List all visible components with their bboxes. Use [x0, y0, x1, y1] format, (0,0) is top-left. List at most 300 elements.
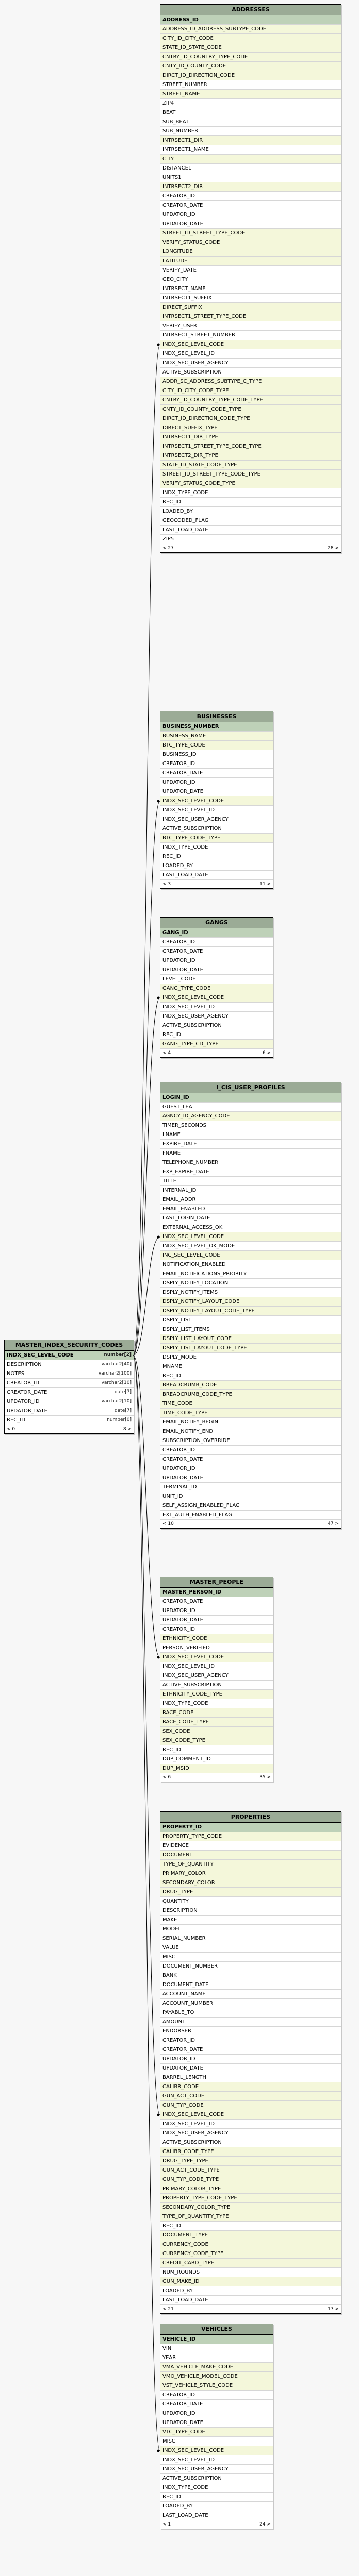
column-name: DSPLY_LIST_LAYOUT_CODE_TYPE [162, 1345, 247, 1351]
column [160, 99, 341, 108]
relationship-endpoint [157, 2114, 160, 2116]
foreign-key-column [160, 2240, 341, 2249]
foreign-key-column [160, 732, 273, 741]
column-name: GUN_ACT_CODE [162, 2093, 205, 2099]
column-name: INDX_TYPE_CODE [162, 844, 208, 850]
column [160, 1492, 341, 1501]
column-name: DSPLY_LIST_LAYOUT_CODE [162, 1336, 232, 1342]
foreign-key-column [160, 2082, 341, 2092]
foreign-key-column [160, 1860, 341, 1869]
column-name: INTRSECT1_STREET_TYPE_CODE [162, 314, 247, 319]
column-name: UPDATOR_DATE [162, 789, 203, 794]
column-name: VEHICLE_ID [162, 2336, 196, 2342]
column-name: DOCUMENT_NUMBER [162, 1963, 218, 1969]
column-name: REC_ID [7, 1417, 25, 1423]
entity-relationship-counts [5, 1425, 134, 1433]
column-type: date[7] [114, 1389, 132, 1395]
foreign-key-column [160, 62, 341, 71]
column-name: EXT_AUTH_ENABLED_FLAG [162, 1512, 232, 1518]
column-name: ZIP4 [162, 100, 174, 106]
column-name: DIRCT_ID_DIRECTION_CODE [162, 73, 235, 78]
foreign-key-column [160, 984, 273, 993]
column-name: CURRENCY_CODE [162, 2242, 208, 2247]
foreign-key-column [160, 2101, 341, 2110]
entity-title[interactable]: I_CIS_USER_PROFILES [160, 1082, 341, 1093]
column-name: LOGIN_ID [162, 1095, 189, 1100]
column [160, 2129, 341, 2138]
column-name: VMO_VEHICLE_MODEL_CODE [162, 2374, 238, 2379]
column [160, 2222, 341, 2231]
column-name: REC_ID [162, 2223, 181, 2229]
column-name: UPDATOR_ID [162, 1608, 195, 1614]
foreign-key-column [160, 442, 341, 451]
column-name: INTRSECT1_NAME [162, 147, 209, 152]
column-name: CREATOR_DATE [162, 770, 203, 776]
column [5, 1406, 134, 1416]
column-name: INDX_SEC_LEVEL_CODE [162, 2448, 224, 2453]
column-type: varchar2[10] [101, 1380, 132, 1385]
entity-master-people[interactable] [160, 1577, 273, 1782]
foreign-key-column [160, 53, 341, 62]
column [160, 1223, 341, 1232]
column-name: RACE_CODE_TYPE [162, 1719, 209, 1725]
column-name: EMAIL_NOTIFY_END [162, 1429, 214, 1434]
column-name: EXP_EXPIRE_DATE [162, 1169, 209, 1175]
column-name: CREATOR_DATE [162, 1456, 203, 1462]
foreign-key-column [160, 1344, 341, 1353]
column-name: INDX_SEC_USER_AGENCY [162, 360, 229, 366]
column [160, 806, 273, 815]
column [160, 2400, 273, 2409]
entity-relationship-counts [160, 1520, 341, 1528]
column-name: INDX_SEC_LEVEL_ID [162, 2457, 215, 2463]
column [160, 331, 341, 340]
foreign-key-column [160, 2157, 341, 2166]
column [160, 2064, 341, 2073]
entity-properties[interactable] [160, 1811, 341, 2314]
column [160, 2437, 273, 2446]
column-name: LAST_LOAD_DATE [162, 527, 208, 533]
column-name: INDX_TYPE_CODE [162, 2485, 208, 2490]
primary-key-column [160, 722, 273, 732]
column [5, 1360, 134, 1369]
column-name: LATITUDE [162, 258, 188, 264]
foreign-key-column [160, 1690, 273, 1699]
foreign-key-column [160, 1251, 341, 1260]
entity-relationship-counts [160, 2520, 273, 2529]
column [160, 1662, 273, 1671]
column [160, 1934, 341, 1943]
column [5, 1388, 134, 1397]
foreign-key-column [160, 2363, 273, 2372]
parent-count: < 1 [162, 2522, 171, 2527]
column-name: CREATOR_ID [7, 1380, 39, 1386]
column-name: VST_VEHICLE_STYLE_CODE [162, 2383, 233, 2388]
foreign-key-column [160, 396, 341, 405]
column [160, 2483, 273, 2493]
column-name: DIRCT_ID_DIRECTION_CODE_TYPE [162, 416, 250, 421]
column [160, 1597, 273, 1606]
foreign-key-column [160, 1878, 341, 1888]
column-name: SERIAL_NUMBER [162, 1936, 206, 1941]
column-name: UPDATOR_ID [162, 2056, 195, 2062]
entity-title[interactable]: ADDRESSES [160, 5, 341, 15]
column-name: INDX_SEC_LEVEL_CODE [162, 995, 224, 1001]
column [160, 2073, 341, 2082]
foreign-key-column [160, 25, 341, 34]
parent-count: < 21 [162, 2307, 174, 2312]
foreign-key-column [160, 2110, 341, 2120]
column-name: ACTIVE_SUBSCRIPTION [162, 826, 222, 832]
column-name: TIME_CODE [162, 1401, 192, 1406]
entity-title[interactable]: GANGS [160, 918, 273, 928]
column-name: UPDATOR_DATE [7, 1408, 47, 1414]
entity-addresses[interactable] [160, 4, 341, 553]
relationship-line [133, 998, 160, 1355]
column [160, 1186, 341, 1195]
column [160, 852, 273, 861]
foreign-key-column [160, 1736, 273, 1745]
column [5, 1379, 134, 1388]
column-type: varchar2[100] [98, 1371, 132, 1376]
column [160, 1916, 341, 1925]
column [160, 778, 273, 787]
column-name: INDX_SEC_LEVEL_CODE [162, 798, 224, 804]
column-name: INC_SEC_LEVEL_CODE [162, 1252, 220, 1258]
column [160, 1149, 341, 1158]
column-name: INTRSECT2_DIR_TYPE [162, 453, 218, 459]
column [160, 2391, 273, 2400]
foreign-key-column [160, 2166, 341, 2175]
column-name: INDX_SEC_LEVEL_CODE [162, 1654, 224, 1660]
entity-businesses[interactable] [160, 711, 273, 889]
column-name: DIRECT_SUFFIX [162, 304, 202, 310]
foreign-key-column [160, 1381, 341, 1390]
column-name: ETHNICITY_CODE_TYPE [162, 1691, 222, 1697]
foreign-key-column [160, 1888, 341, 1897]
column [160, 2268, 341, 2277]
column-name: EVIDENCE [162, 1843, 189, 1849]
column-name: INTRSECT_STREET_NUMBER [162, 332, 235, 338]
column-name: GANG_TYPE_CODE [162, 986, 211, 991]
column [160, 1446, 341, 1455]
column-name: SECONDARY_COLOR [162, 1880, 215, 1886]
column-name: GUN_TYP_CODE [162, 2103, 204, 2108]
column-name: PERSON_VERIFIED [162, 1645, 210, 1651]
column-name: BARREL_LENGTH [162, 2075, 206, 2080]
column [160, 1214, 341, 1223]
column-name: SUB_BEAT [162, 119, 189, 125]
column-name: INDX_SEC_LEVEL_CODE [162, 342, 224, 347]
column-name: NOTIFICATION_ENABLED [162, 1262, 226, 1267]
parent-count: < 0 [7, 1427, 15, 1432]
column-name: INDX_SEC_USER_AGENCY [162, 1673, 229, 1679]
column-name: CREATOR_ID [162, 1447, 195, 1453]
column-name: ADDRESS_ID_ADDRESS_SUBTYPE_CODE [162, 26, 267, 32]
foreign-key-column [160, 1307, 341, 1316]
column [160, 80, 341, 90]
column-name: ACTIVE_SUBSCRIPTION [162, 369, 222, 375]
foreign-key-column [160, 470, 341, 479]
foreign-key-column [160, 1297, 341, 1307]
foreign-key-column [160, 247, 341, 257]
column-name: SUBSCRIPTION_OVERRIDE [162, 1438, 230, 1444]
column [160, 1943, 341, 1953]
column [160, 1242, 341, 1251]
column-name: VERIFY_USER [162, 323, 197, 329]
foreign-key-column [160, 2147, 341, 2157]
column-name: INDX_TYPE_CODE [162, 1701, 208, 1706]
column-name: INDX_TYPE_CODE [162, 490, 208, 496]
column-name: DSPLY_NOTIFY_ITEMS [162, 1290, 218, 1295]
column-name: REC_ID [162, 1373, 181, 1379]
column [160, 2036, 341, 2045]
column [160, 164, 341, 173]
primary-key-column [160, 1588, 273, 1597]
column-name: AGNCY_ID_AGENCY_CODE [162, 1113, 230, 1119]
entity-relationship-counts [160, 544, 341, 552]
column [160, 219, 341, 229]
column-name: INDX_SEC_LEVEL_ID [162, 807, 215, 813]
column [160, 1436, 341, 1446]
column [160, 1288, 341, 1297]
column-name: SEX_CODE_TYPE [162, 1738, 205, 1743]
column-name: CREATOR_DATE [162, 202, 203, 208]
column [160, 1606, 273, 1616]
column-name: DSPLY_LIST_ITEMS [162, 1327, 210, 1332]
column [160, 1841, 341, 1851]
column-name: PROPERTY_TYPE_CODE_TYPE [162, 2195, 237, 2201]
column [5, 1397, 134, 1406]
foreign-key-column [160, 1764, 273, 1773]
column-name: GUEST_LEA [162, 1104, 192, 1110]
column-name: INDX_SEC_LEVEL_ID [162, 1664, 215, 1669]
primary-key-column [160, 928, 273, 938]
column-name: CREATOR_ID [162, 1626, 195, 1632]
column [160, 2027, 341, 2036]
column-name: BANK [162, 1973, 177, 1978]
relationship-line [133, 345, 160, 1355]
foreign-key-column [160, 2259, 341, 2268]
column-name: LOADED_BY [162, 863, 193, 869]
column-name: DRUG_TYPE [162, 1889, 193, 1895]
column [160, 2474, 273, 2483]
column-name: CREATOR_DATE [162, 948, 203, 954]
foreign-key-column [160, 71, 341, 80]
column-name: INDX_SEC_USER_AGENCY [162, 2466, 229, 2472]
column [160, 1681, 273, 1690]
column-name: LNAME [162, 1132, 181, 1138]
column-name: MODEL [162, 1926, 182, 1932]
foreign-key-column [160, 451, 341, 461]
parent-count: < 4 [162, 1050, 171, 1056]
column-name: ACTIVE_SUBSCRIPTION [162, 2476, 222, 2481]
column-name: CREDIT_CARD_TYPE [162, 2260, 215, 2266]
column-name: UPDATOR_DATE [162, 1617, 203, 1623]
entity-title[interactable]: MASTER_PEOPLE [160, 1577, 273, 1588]
parent-count: < 6 [162, 1775, 171, 1780]
foreign-key-column [160, 1112, 341, 1121]
foreign-key-column [160, 2428, 273, 2437]
column-name: INTRSECT1_DIR [162, 138, 203, 143]
column-name: DSPLY_NOTIFY_LOCATION [162, 1280, 229, 1286]
column-name: CURRENCY_CODE_TYPE [162, 2251, 224, 2257]
column-name: GANG_ID [162, 930, 188, 936]
column-name: PROPERTY_ID [162, 1824, 202, 1830]
column-name: DISTANCE1 [162, 165, 192, 171]
column-name: DOCUMENT_DATE [162, 1982, 209, 1988]
foreign-key-column [160, 1851, 341, 1860]
column [160, 965, 273, 975]
column-name: ACTIVE_SUBSCRIPTION [162, 2140, 222, 2145]
column [160, 2296, 341, 2305]
column [160, 2465, 273, 2474]
column-name: CREATOR_DATE [7, 1389, 47, 1395]
column-name: BUSINESS_NAME [162, 733, 206, 739]
column [160, 769, 273, 778]
column-name: INDX_SEC_LEVEL_ID [162, 2121, 215, 2127]
column-name: LAST_LOGIN_DATE [162, 1215, 210, 1221]
column [160, 1971, 341, 1980]
entity-master-index-security-codes[interactable] [4, 1340, 134, 1434]
column [160, 173, 341, 182]
column-name: ACCOUNT_NUMBER [162, 2001, 213, 2006]
column [160, 498, 341, 507]
column-name: TELEPHONE_NUMBER [162, 1160, 219, 1165]
column [160, 2409, 273, 2418]
column-name: GUN_MAKE_ID [162, 2279, 200, 2284]
foreign-key-column [160, 2372, 273, 2381]
column-name: NOTES [7, 1371, 25, 1377]
column [160, 1158, 341, 1167]
column [160, 1269, 341, 1279]
column [160, 2511, 273, 2520]
column-name: VERIFY_STATUS_CODE_TYPE [162, 481, 235, 486]
column-name: DSPLY_NOTIFY_LAYOUT_CODE_TYPE [162, 1308, 255, 1314]
column [160, 1279, 341, 1288]
column [160, 843, 273, 852]
column [160, 1473, 341, 1483]
column-name: CREATOR_DATE [162, 1599, 203, 1604]
column-name: CREATOR_ID [162, 2038, 195, 2043]
column [160, 2455, 273, 2465]
column-type: varchar2[10] [101, 1399, 132, 1404]
column-name: STATE_ID_STATE_CODE_TYPE [162, 462, 237, 468]
column-name: INDX_SEC_USER_AGENCY [162, 1013, 229, 1019]
column [160, 1030, 273, 1040]
column [160, 1353, 341, 1362]
column-name: INDX_SEC_USER_AGENCY [162, 2130, 229, 2136]
column-name: ACCOUNT_NAME [162, 1991, 206, 1997]
entity-gangs[interactable] [160, 917, 273, 1058]
column-name: LAST_LOAD_DATE [162, 2297, 208, 2303]
column-name: PAYABLE_TO [162, 2010, 194, 2015]
foreign-key-column [160, 405, 341, 414]
column-name: VALUE [162, 1945, 179, 1951]
column [160, 975, 273, 984]
column [5, 1416, 134, 1425]
column [160, 1745, 273, 1755]
foreign-key-column [160, 1832, 341, 1841]
column-name: INDX_SEC_LEVEL_ID [162, 351, 215, 357]
column [160, 1003, 273, 1012]
column [160, 1755, 273, 1764]
column-name: BTC_TYPE_CODE [162, 742, 205, 748]
column-name: VERIFY_DATE [162, 267, 197, 273]
column [160, 201, 341, 210]
foreign-key-column [160, 1727, 273, 1736]
column [160, 947, 273, 956]
foreign-key-column [160, 136, 341, 145]
foreign-key-column [160, 433, 341, 442]
column-name: GUN_ACT_CODE_TYPE [162, 2167, 220, 2173]
column [160, 210, 341, 219]
entity-title[interactable]: MASTER_INDEX_SECURITY_CODES [5, 1340, 134, 1351]
entity-title[interactable]: PROPERTIES [160, 1812, 341, 1823]
column-name: EMAIL_ADDR [162, 1197, 196, 1202]
column-name: PRIMARY_COLOR [162, 1871, 206, 1876]
foreign-key-column [160, 1399, 341, 1409]
foreign-key-column [160, 461, 341, 470]
column [160, 1483, 341, 1492]
entity-vehicles[interactable] [160, 2324, 273, 2529]
column-name: ADDRESS_ID [162, 17, 199, 23]
column [160, 2344, 273, 2353]
column-name: EXTERNAL_ACCESS_OK [162, 1225, 223, 1230]
entity-title[interactable]: BUSINESSES [160, 711, 273, 722]
entity-i-cis-user-profiles[interactable] [160, 1082, 341, 1529]
column [160, 956, 273, 965]
column-name: INDX_SEC_LEVEL_CODE [7, 1352, 74, 1358]
primary-key-column [5, 1351, 134, 1360]
foreign-key-column [160, 2212, 341, 2222]
child-count: 28 > [328, 546, 339, 551]
column [160, 1980, 341, 1990]
column-name: MNAME [162, 1364, 182, 1369]
column-name: DESCRIPTION [162, 1908, 198, 1913]
column-name: ADDR_SC_ADDRESS_SUBTYPE_C_TYPE [162, 379, 262, 384]
foreign-key-column [160, 1718, 273, 1727]
foreign-key-column [160, 340, 341, 349]
column [160, 1925, 341, 1934]
foreign-key-column [160, 257, 341, 266]
column-name: BTC_TYPE_CODE_TYPE [162, 835, 221, 841]
foreign-key-column [160, 155, 341, 164]
column [160, 1130, 341, 1140]
relationship-line [133, 1355, 160, 2451]
column [160, 1205, 341, 1214]
child-count: 35 > [259, 1775, 271, 1780]
primary-key-column [160, 2335, 273, 2344]
column [160, 824, 273, 834]
column-name: CITY_ID_CITY_CODE [162, 36, 214, 41]
foreign-key-column [160, 229, 341, 238]
entity-title[interactable]: VEHICLES [160, 2324, 273, 2335]
foreign-key-column [160, 2446, 273, 2455]
column-name: INTRSECT1_DIR_TYPE [162, 434, 218, 440]
column [160, 284, 341, 294]
column [160, 2055, 341, 2064]
column [160, 1371, 341, 1381]
column-name: EMAIL_ENABLED [162, 1206, 205, 1212]
column-name: SECONDARY_COLOR_TYPE [162, 2205, 231, 2210]
column-name: UNITS1 [162, 175, 182, 180]
column-name: LOADED_BY [162, 2288, 193, 2294]
column-name: RACE_CODE [162, 1710, 194, 1716]
column-name: REC_ID [162, 854, 181, 859]
foreign-key-column [160, 2231, 341, 2240]
column [160, 1121, 341, 1130]
